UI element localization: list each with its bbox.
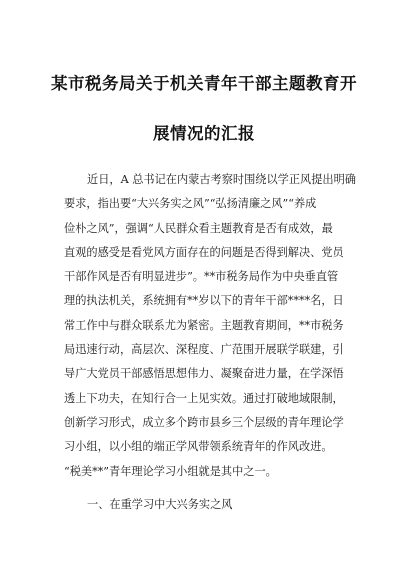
paragraph-line: 导广大党员干部感悟思想伟力、凝聚奋进力量，在学深悟 xyxy=(64,367,344,381)
paragraph-line: 习小组，以小组的端正学风带领系统青年的作风改进。 xyxy=(64,440,333,454)
section-heading: 一、在重学习中大兴务实之风 xyxy=(87,498,233,511)
document-title-line-1: 某市税务局关于机关青年干部主题教育开 xyxy=(51,74,357,93)
paragraph-line: 创新学习形式，成立多个跨市县乡三个层级的青年理论学 xyxy=(64,415,344,429)
paragraph-line: 局迅速行动，高层次、深程度、广范围开展联学联建，引 xyxy=(64,343,344,357)
paragraph-line: 俭朴之风”，强调“人民群众看主题教育是否有成效，最 xyxy=(64,221,333,235)
paragraph-line: 近日，A 总书记在内蒙古考察时围绕以学正风提出明确 xyxy=(87,173,356,186)
paragraph-line: “税美**”青年理论学习小组就是其中之一。 xyxy=(64,464,277,478)
paragraph-line: 直观的感受是看党风方面存在的问题是否得到解决、党员 xyxy=(64,245,344,259)
paragraph-line: 透上下功夫，在知行合一上见实效。通过打破地域限制， xyxy=(64,391,344,405)
paragraph-line: 常工作中与群众联系尤为紧密。主题教育期间，**市税务 xyxy=(64,318,344,332)
document-title-line-2: 展情况的汇报 xyxy=(153,124,255,143)
body-paragraph xyxy=(64,168,356,484)
paragraph-line: 要求，指出要“大兴务实之风”“弘扬清廉之风”“养成 xyxy=(64,197,317,211)
paragraph-line: 干部作风是否有明显进步”。**市税务局作为中央垂直管 xyxy=(64,270,339,284)
paragraph-line: 理的执法机关，系统拥有**岁以下的青年干部****名，日 xyxy=(64,294,344,308)
